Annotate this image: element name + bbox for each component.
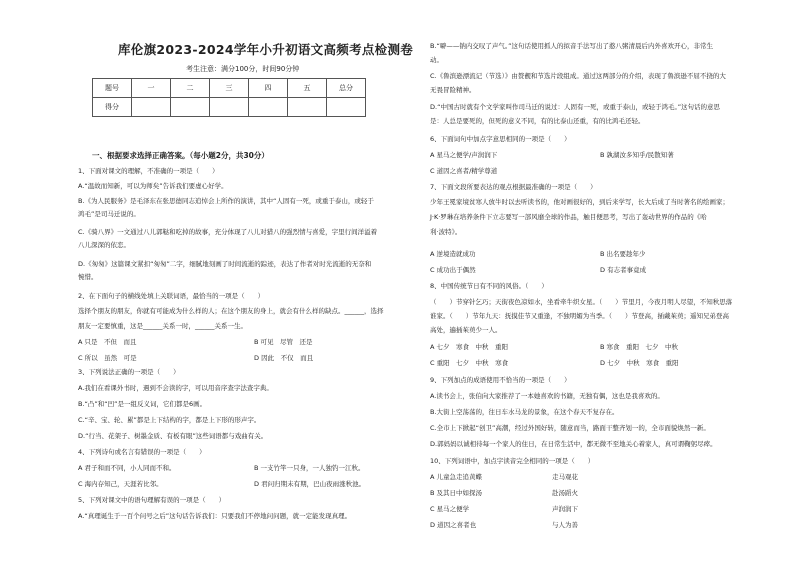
- option-10a[interactable]: A 儿童急走追黄蝶: [430, 473, 483, 481]
- score-table-header-row: [93, 79, 366, 98]
- question-line: （ ）节穿针乞巧；天街夜色凉如水，坐看牵牛织女星。（ ）节里月，今夜月明人尽望，不知秋思落: [430, 298, 733, 306]
- option-6c[interactable]: C 道因之喜者/精学尊道: [430, 167, 498, 175]
- question-line: 惋惜。: [78, 273, 98, 281]
- question-line: A.读书会上，张伯向大家推荐了一本她喜欢的书籍，无独有偶，这也是我喜欢的。: [430, 392, 664, 400]
- question-line: C.《鲁滨逊漂流记（节选）》由赘靓和节选片段组成。通过这两部分的介绍，表现了鲁滨逊不屈不挠的大: [430, 72, 726, 80]
- option-10b-word: 赴汤蹈火: [552, 489, 578, 497]
- question-line: 是：人总是要死的，但死的意义不同，有的比泰山还重，有的比鸿毛还轻。: [430, 117, 645, 125]
- score-row-label: 得分: [93, 98, 132, 117]
- question-line: 8、中国传统节日有不同的风俗。（ ）: [430, 282, 548, 290]
- question-line: 6、下面词句中加点字意思相同的一项是（ ）: [430, 135, 571, 143]
- option-6a[interactable]: A 星马之便学/声润润下: [430, 151, 498, 159]
- option-7d[interactable]: D 有志者事竟成: [600, 266, 647, 274]
- question-line: 谁家。（ ）节年九天：抚摸佳节又重逢，不独明媚为当季。（ ）节登高，插戴茱萸；遥知兄弟登高: [430, 312, 729, 320]
- question-line: 鸿毛”是司马迁说的。: [78, 210, 140, 218]
- question-line: C.《骑八界》一文通过八儿郭鞑和吃掉的故事，充分体现了八儿对猎八的强烈情与喜爱，字里行间洋溢着: [78, 228, 378, 236]
- question-line: 4、下列诗句或名言有错误的一项是（ ）: [78, 448, 206, 456]
- question-line: B.《为人民服务》是毛泽东在张思德同志追悼会上所作的演讲，其中“人固有一死，或重于泰山，或轻于: [78, 197, 374, 205]
- question-line: B.“凸”和“凹”是一组反义词，它们都是6画。: [78, 400, 207, 408]
- section-heading: 一、根据要求选择正确答案。（每小题2分，共30分）: [92, 151, 269, 160]
- option-2c[interactable]: C 所以 虽然 可是: [78, 354, 137, 362]
- question-line: D.“行当、花架子、树墨金质、有板有眼”这些词语都与戏曲有关。: [78, 432, 268, 440]
- score-table: [92, 78, 366, 117]
- score-cell[interactable]: [288, 98, 327, 117]
- question-line: 八儿深深的依恋。: [78, 241, 130, 249]
- option-7a[interactable]: A 逆境造就成功: [430, 250, 476, 258]
- question-line: B.“噼——钠内交叹了声气。”这句话使用抓人的拟音手法写出了憨八粥清晨后内外喜欢开心，非常生: [430, 42, 714, 50]
- page-title: 库伦旗2023-2024学年小升初语文高频考点检测卷: [118, 42, 414, 57]
- score-table-header: 一: [132, 79, 171, 98]
- score-table-header: 题号: [93, 79, 132, 98]
- option-7b[interactable]: B 出名要趁年少: [600, 250, 646, 258]
- question-line: 动。: [430, 56, 443, 64]
- score-cell[interactable]: [210, 98, 249, 117]
- option-10b[interactable]: B 及其日中如探汤: [430, 489, 483, 497]
- question-line: 少年王冕家境贫寒人放牛时以去听读书的，他对画很好的，到后来学写，长大后成了当时著名的绘画家；: [430, 198, 729, 206]
- question-line: 3、下列说法正确的一项是（ ）: [78, 368, 180, 376]
- question-line: C.“辛、宝、轮、累”都是上下结构的字，都是上下形的形声字。: [78, 416, 261, 424]
- question-line: 7、下面文段所要表达的观点根据最准确的一项是（ ）: [430, 183, 597, 191]
- question-line: 1、下面对课文的理解，不准确的一项是（ ）: [78, 167, 219, 175]
- option-8d[interactable]: D 七夕 中秋 寒食 重阳: [600, 359, 679, 367]
- question-line: C.全市上下掀起“创卫”高潮，经过外国好转，随意而当，路面干整齐划一的，全市面貌焕然一新。: [430, 424, 710, 432]
- question-line: D.《匆匆》这篇课文紧扣“匆匆”二字，细腻地刻画了时间流逝的踪迹，表达了作者对时光流逝的无奈和: [78, 260, 372, 268]
- question-line: J·K·罗琳在培养条件下立志要写一部风靡全球的作品，触目便思考，写出了轰动世界的作品的《哈: [430, 213, 707, 221]
- score-cell[interactable]: [327, 98, 366, 117]
- question-line: D.郭妈妈以诚相待每一个家人的住日，在日常生活中，都无微不至地关心着家人，真可谓鞠躬尽瘁。: [430, 440, 717, 448]
- score-table-header: 五: [288, 79, 327, 98]
- option-8a[interactable]: A 七夕 寒食 中秋 重阳: [430, 343, 509, 351]
- question-line: 9、下列加点的成语使用不恰当的一项是（ ）: [430, 376, 571, 384]
- option-4a[interactable]: A 君子和而不同，小人同而不和。: [78, 464, 176, 472]
- option-2d[interactable]: D 因此 不仅 而且: [254, 354, 314, 362]
- question-line: A.“温故而知新，可以为师矣”告诉我们要虚心好学。: [78, 182, 228, 190]
- score-cell[interactable]: [249, 98, 288, 117]
- question-line: 10、下列词语中，加点字读音完全相同的一项是（ ）: [430, 457, 595, 465]
- score-cell[interactable]: [132, 98, 171, 117]
- score-table-header: 总分: [327, 79, 366, 98]
- question-line: 无畏冒险精神。: [430, 86, 476, 94]
- option-10d-word: 与人为善: [552, 521, 578, 529]
- score-table-score-row: [93, 98, 366, 117]
- question-line: 利·波特》。: [430, 228, 462, 236]
- option-4c[interactable]: C 海内存知己，天涯若比邻。: [78, 480, 163, 488]
- option-7c[interactable]: C 成功出于偶然: [430, 266, 476, 274]
- question-line: 朋友一定要慎重，这是______关系一时，______关系一生。: [78, 322, 247, 330]
- score-cell[interactable]: [171, 98, 210, 117]
- option-2a[interactable]: A 只是 不但 而且: [78, 338, 137, 346]
- exam-notice: 考生注意：满分100分，时间90分钟: [186, 65, 300, 73]
- question-line: A.我们在看课外书时，遇到不会读的字，可以用音序查字法查字典。: [78, 384, 273, 392]
- option-4d[interactable]: D 君问归期未有期，巴山夜雨涨秋池。: [254, 480, 366, 488]
- option-6b[interactable]: B 孰湖汝多知乎/民散知著: [600, 151, 674, 159]
- score-table-header: 二: [171, 79, 210, 98]
- option-10d[interactable]: D 道因之喜者也: [430, 521, 477, 529]
- option-2b[interactable]: B 可见 尽管 还是: [254, 338, 313, 346]
- score-table-header: 三: [210, 79, 249, 98]
- question-line: D.“中国古时就有个文学家叫作司马迁的说过：人固有一死，或重于泰山，或轻于鸿毛。”这句话的意思: [430, 103, 721, 111]
- question-line: 高处，遍插茱萸少一人。: [430, 326, 502, 334]
- option-10a-word: 走马观花: [552, 473, 578, 481]
- question-line: B.大街上空荡荡的，往日车水马龙的景象，在这个春天不复存在。: [430, 408, 619, 416]
- option-10c-word: 声润润下: [552, 505, 578, 513]
- question-line: 2、在下面句子的横线处填上关联词语，最恰当的一项是（ ）: [78, 292, 265, 300]
- option-8c[interactable]: C 重阳 七夕 中秋 寒食: [430, 359, 509, 367]
- score-table-header: 四: [249, 79, 288, 98]
- option-8b[interactable]: B 寒食 重阳 七夕 中秋: [600, 343, 679, 351]
- question-line: A.“真理诞生于一百个问号之后”这句话告诉我们：只要我们不停地问问题，就一定能发现真理。: [78, 512, 352, 520]
- question-line: 选择个朋友的朋友，你就有可能成为什么样的人；在这个朋友的身上，就会有什么样的缺点。______，选择: [78, 307, 384, 315]
- question-line: 5、下列对课文中的语句理解有误的一项是（ ）: [78, 496, 226, 504]
- option-4b[interactable]: B 一支竹竿一只身，一人独钓一江秋。: [254, 464, 365, 472]
- option-10c[interactable]: C 星马之便学: [430, 505, 470, 513]
